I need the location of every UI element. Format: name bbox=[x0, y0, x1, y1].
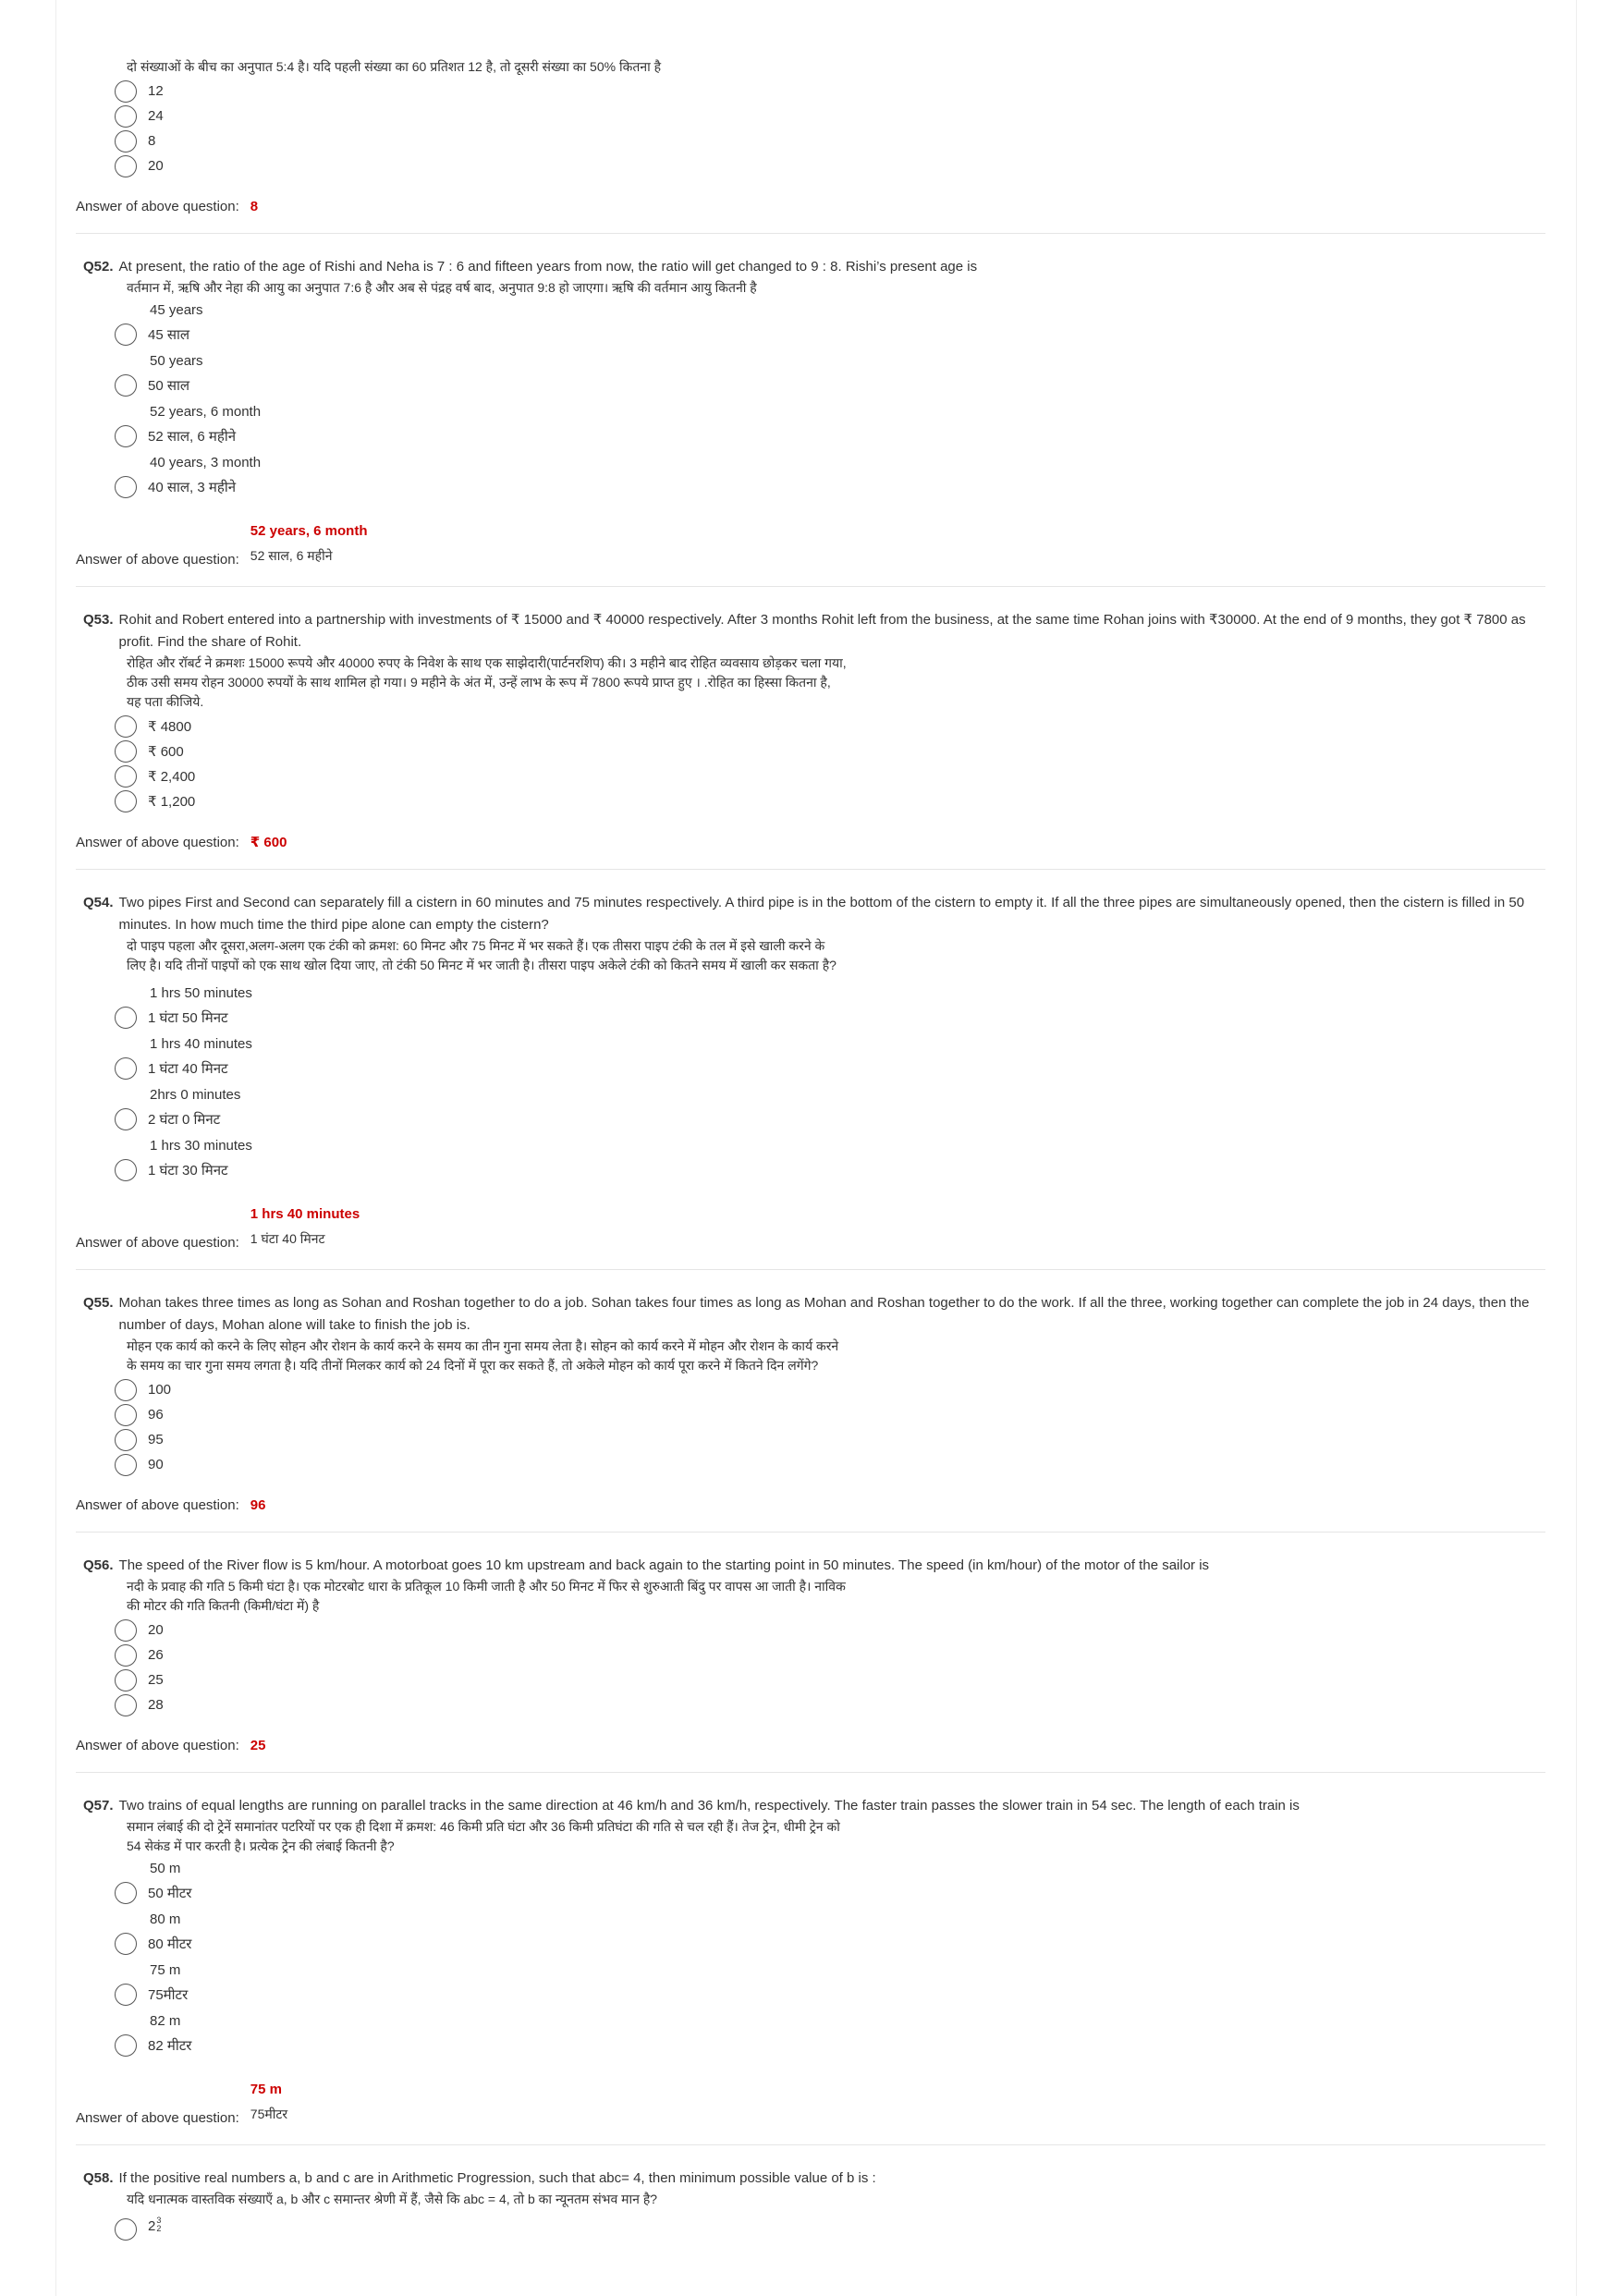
option-label: 90 bbox=[148, 1457, 164, 1472]
question-number: Q57. bbox=[83, 1798, 114, 1814]
option-4[interactable] bbox=[115, 1692, 1545, 1717]
question-number: Q56. bbox=[83, 1557, 114, 1573]
option-4[interactable] bbox=[115, 452, 1545, 499]
answer-label: Answer of above question: bbox=[76, 1497, 239, 1513]
option-label: ₹ 2,400 bbox=[148, 768, 196, 785]
question-hindi: समान लंबाई की दो ट्रेनें समानांतर पटरियों पर एक ही दिशा में क्रमश: 46 किमी प्रति घंटा और 36 किमी प्रतिघंटा की गति से चल रही हैं। तेज ट्रेन, धीमी ट्रेन को 54 सेकंड में पार करती है। प्रत्येक ट्रेन की लंबाई कितनी है? bbox=[127, 1819, 840, 1853]
option-2[interactable] bbox=[115, 1909, 1545, 1956]
answer-value: 8 bbox=[250, 199, 259, 214]
option-3[interactable] bbox=[115, 1427, 1545, 1452]
option-1[interactable] bbox=[115, 1618, 1545, 1643]
option-3[interactable] bbox=[115, 763, 1545, 788]
question-number: Q58. bbox=[83, 2170, 114, 2186]
exponent-numerator: 3 bbox=[156, 2215, 162, 2225]
option-label: 28 bbox=[148, 1697, 164, 1713]
option-label-en: 1 hrs 30 minutes bbox=[150, 1138, 252, 1154]
answer-row bbox=[76, 1738, 1545, 1753]
radio-button[interactable] bbox=[115, 715, 137, 738]
radio-button[interactable] bbox=[115, 1619, 137, 1642]
option-label-en: 40 years, 3 month bbox=[150, 455, 262, 470]
option-1[interactable] bbox=[115, 1858, 1545, 1905]
answer-value-en: 52 years, 6 month bbox=[250, 523, 368, 539]
radio-button[interactable] bbox=[115, 1108, 137, 1130]
option-label-math bbox=[148, 2215, 162, 2241]
option-label-en: 1 hrs 50 minutes bbox=[150, 985, 252, 1001]
answer-value-hi: 52 साल, 6 महीने bbox=[250, 548, 333, 563]
option-3[interactable] bbox=[115, 1960, 1545, 2007]
answer-label: Answer of above question: bbox=[76, 2110, 239, 2126]
radio-button[interactable] bbox=[115, 1644, 137, 1667]
question-english: If the positive real numbers a, b and c are in Arithmetic Progression, such that abc= 4, then minimum possible value of b is : bbox=[118, 2170, 876, 2186]
exponent-denominator: 2 bbox=[156, 2223, 162, 2233]
option-label-en: 1 hrs 40 minutes bbox=[150, 1036, 252, 1052]
question-english: Mohan takes three times as long as Sohan and Roshan together to do a job. Sohan takes four times as long as Mohan and Roshan together to do the work. If all the three, working together can complete the job in 24 days, then the number of days, Mohan alone will take to finish the job is. bbox=[118, 1295, 1530, 1333]
answer-row bbox=[76, 519, 1545, 568]
divider bbox=[76, 1532, 1545, 1533]
divider bbox=[76, 2144, 1545, 2145]
option-label-en: 52 years, 6 month bbox=[150, 404, 262, 420]
answer-label: Answer of above question: bbox=[76, 1235, 239, 1251]
question-hindi: रोहित और रॉबर्ट ने क्रमशः 15000 रूपये और 40000 रुपए के निवेश के साथ एक साझेदारी(पार्टनरशिप) की। 3 महीने बाद रोहित व्यवसाय छोड़कर चला गया, ठीक उसी समय रोहन 30000 रुपयों के साथ शामिल हो गया। 9 महीने के अंत में, उन्हें लाभ के रूप में 7800 रूपये प्राप्त हुए । .रोहित का हिस्सा कितना है, यह पता कीजिये. bbox=[127, 655, 847, 709]
option-label-hi: 40 साल, 3 महीने bbox=[148, 479, 237, 495]
radio-button[interactable] bbox=[115, 476, 137, 498]
question-hindi: यदि धनात्मक वास्तविक संख्याएँ a, b और c समान्तर श्रेणी में हैं, जैसे कि abc = 4, तो b का न्यूनतम संभव मान है? bbox=[127, 2192, 658, 2206]
radio-button[interactable] bbox=[115, 425, 137, 447]
option-label: 25 bbox=[148, 1672, 164, 1688]
option-label: 100 bbox=[148, 1382, 172, 1398]
radio-button[interactable] bbox=[115, 1882, 137, 1904]
question-hindi: वर्तमान में, ऋषि और नेहा की आयु का अनुपात 7:6 है और अब से पंद्रह वर्ष बाद, अनुपात 9:8 हो जाएगा। ऋषि की वर्तमान आयु कितनी है bbox=[127, 280, 757, 295]
option-exponent-fraction bbox=[156, 2217, 161, 2233]
option-label-hi: 82 मीटर bbox=[148, 2037, 192, 2054]
option-label-en: 82 m bbox=[150, 2013, 181, 2029]
radio-button[interactable] bbox=[115, 790, 137, 812]
question-hindi: दो संख्याओं के बीच का अनुपात 5:4 है। यदि पहली संख्या का 60 प्रतिशत 12 है, तो दूसरी संख्या का 50% कितना है bbox=[127, 59, 662, 74]
option-label-hi: 45 साल bbox=[148, 326, 190, 343]
option-1[interactable] bbox=[115, 983, 1545, 1030]
answer-value: 96 bbox=[250, 1497, 266, 1513]
question-hindi: मोहन एक कार्य को करने के लिए सोहन और रोशन के कार्य करने के समय का तीन गुना समय लेता है। सोहन को कार्य करने में मोहन और रोशन के कार्य करने के समय का चार गुना समय लगता है। यदि तीनों मिलकर कार्य को 24 दिनों में पूरा कर सकते हैं, तो अकेले मोहन को कार्य पूरा करने में कितने दिन लगेंगे? bbox=[127, 1338, 839, 1373]
option-label-en: 50 years bbox=[150, 353, 203, 369]
answer-value: ₹ 600 bbox=[250, 835, 287, 850]
question-number: Q52. bbox=[83, 259, 114, 275]
option-1[interactable] bbox=[115, 714, 1545, 739]
option-label-en: 2hrs 0 minutes bbox=[150, 1087, 241, 1103]
option-label-hi: 50 साल bbox=[148, 377, 190, 394]
option-label-hi: 75मीटर bbox=[148, 1986, 189, 2003]
option-label-hi: 50 मीटर bbox=[148, 1885, 192, 1901]
option-1[interactable] bbox=[115, 1377, 1545, 1402]
options bbox=[115, 983, 1545, 1182]
question-hindi: दो पाइप पहला और दूसरा,अलग-अलग एक टंकी को क्रमश: 60 मिनट और 75 मिनट में भर सकते हैं। एक तीसरा पाइप टंकी के तल में इसे खाली करने के लिए है। यदि तीनों पाइपों को एक साथ खोल दिया जाए, तो टंकी 50 मिनट में भर जाती है। तीसरा पाइप अकेले टंकी को कितने समय में खाली कर सकता है? bbox=[127, 938, 836, 972]
option-2[interactable] bbox=[115, 104, 1545, 128]
question-list bbox=[76, 57, 1545, 2241]
option-label: ₹ 600 bbox=[148, 743, 184, 760]
option-4[interactable] bbox=[115, 788, 1545, 813]
option-2[interactable] bbox=[115, 1033, 1545, 1081]
options bbox=[115, 1377, 1545, 1477]
option-label-hi: 1 घंटा 30 मिनट bbox=[148, 1162, 228, 1179]
options bbox=[115, 1618, 1545, 1717]
radio-button[interactable] bbox=[115, 1057, 137, 1080]
radio-button[interactable] bbox=[115, 324, 137, 346]
question-english: Rohit and Robert entered into a partnership with investments of ₹ 15000 and ₹ 40000 respectively. After 3 months Rohit left from the business, at the same time Rohan joins with ₹30000. At the end of 9 months, they got ₹ 7800 as profit. Find the share of Rohit. bbox=[118, 612, 1526, 650]
option-1[interactable] bbox=[115, 2217, 1545, 2241]
radio-button[interactable] bbox=[115, 374, 137, 397]
option-2[interactable] bbox=[115, 1643, 1545, 1667]
option-label-hi: 52 साल, 6 महीने bbox=[148, 428, 237, 445]
divider bbox=[76, 1269, 1545, 1270]
option-4[interactable] bbox=[115, 2010, 1545, 2058]
divider bbox=[76, 1772, 1545, 1773]
question-english: Two trains of equal lengths are running on parallel tracks in the same direction at 46 km/h and 36 km/h, respectively. The faster train passes the slower train in 54 sec. The length of each train is bbox=[118, 1798, 1300, 1814]
option-label: 24 bbox=[148, 108, 164, 124]
options bbox=[115, 299, 1545, 499]
options bbox=[115, 79, 1545, 178]
answer-value-en: 1 hrs 40 minutes bbox=[250, 1206, 360, 1222]
option-label: 20 bbox=[148, 1622, 164, 1638]
option-label-hi: 1 घंटा 50 मिनट bbox=[148, 1009, 228, 1026]
radio-button[interactable] bbox=[115, 1694, 137, 1716]
answer-row bbox=[76, 834, 1545, 850]
radio-button[interactable] bbox=[115, 130, 137, 153]
radio-button[interactable] bbox=[115, 1159, 137, 1181]
radio-button[interactable] bbox=[115, 740, 137, 763]
radio-button[interactable] bbox=[115, 2034, 137, 2057]
divider bbox=[76, 869, 1545, 870]
question-54 bbox=[76, 892, 1545, 1251]
answer-value: 25 bbox=[250, 1738, 266, 1753]
question-number: Q54. bbox=[83, 895, 114, 910]
option-base: 2 bbox=[148, 2217, 156, 2234]
radio-button[interactable] bbox=[115, 80, 137, 103]
radio-button[interactable] bbox=[115, 1933, 137, 1955]
answer-label: Answer of above question: bbox=[76, 1738, 239, 1753]
option-label: ₹ 1,200 bbox=[148, 793, 196, 810]
option-label: 95 bbox=[148, 1432, 164, 1447]
option-label-en: 80 m bbox=[150, 1911, 181, 1927]
option-label: 12 bbox=[148, 83, 164, 99]
divider bbox=[76, 233, 1545, 234]
option-1[interactable] bbox=[115, 79, 1545, 104]
option-4[interactable] bbox=[115, 1135, 1545, 1182]
question-53 bbox=[76, 609, 1545, 850]
options bbox=[115, 1858, 1545, 2058]
question-55 bbox=[76, 1292, 1545, 1513]
radio-button[interactable] bbox=[115, 105, 137, 128]
answer-row bbox=[76, 1203, 1545, 1251]
question-hindi: नदी के प्रवाह की गति 5 किमी घंटा है। एक मोटरबोट धारा के प्रतिकूल 10 किमी जाती है और 50 मिनट में फिर से शुरुआती बिंदु पर वापस आ जाती है। नाविक की मोटर की गति कितनी (किमी/घंटा में) है bbox=[127, 1579, 846, 1613]
answer-label: Answer of above question: bbox=[76, 552, 239, 568]
question-56 bbox=[76, 1555, 1545, 1753]
radio-button[interactable] bbox=[115, 1404, 137, 1426]
option-label-hi: 2 घंटा 0 मिनट bbox=[148, 1111, 221, 1128]
radio-button[interactable] bbox=[115, 2218, 137, 2241]
answer-value-hi: 75मीटर bbox=[250, 2107, 288, 2121]
option-label: 8 bbox=[148, 133, 156, 149]
answer-row bbox=[76, 199, 1545, 214]
question-english: The speed of the River flow is 5 km/hour. A motorboat goes 10 km upstream and back again to the starting point in 50 minutes. The speed (in km/hour) of the motor of the sailor is bbox=[118, 1557, 1210, 1573]
radio-button[interactable] bbox=[115, 155, 137, 177]
question-58 bbox=[76, 2168, 1545, 2241]
question-52 bbox=[76, 256, 1545, 568]
options bbox=[115, 714, 1545, 813]
option-label-hi: 80 मीटर bbox=[148, 1936, 192, 1952]
answer-label: Answer of above question: bbox=[76, 199, 239, 214]
question-number: Q53. bbox=[83, 612, 114, 628]
option-label: 20 bbox=[148, 158, 164, 174]
option-3[interactable] bbox=[115, 401, 1545, 448]
option-1[interactable] bbox=[115, 299, 1545, 347]
question-number: Q55. bbox=[83, 1295, 114, 1311]
question-51 bbox=[76, 57, 1545, 214]
options bbox=[115, 2217, 1545, 2241]
option-label: ₹ 4800 bbox=[148, 718, 192, 735]
answer-value-hi: 1 घंटा 40 मिनट bbox=[250, 1231, 325, 1246]
option-label-en: 45 years bbox=[150, 302, 203, 318]
radio-button[interactable] bbox=[115, 1454, 137, 1476]
option-2[interactable] bbox=[115, 350, 1545, 397]
option-2[interactable] bbox=[115, 1402, 1545, 1427]
answer-row bbox=[76, 1497, 1545, 1513]
option-4[interactable] bbox=[115, 1452, 1545, 1477]
option-label-en: 50 m bbox=[150, 1861, 181, 1876]
answer-row bbox=[76, 2078, 1545, 2126]
answer-value-en: 75 m bbox=[250, 2082, 282, 2097]
radio-button[interactable] bbox=[115, 1007, 137, 1029]
option-label-hi: 1 घंटा 40 मिनट bbox=[148, 1060, 228, 1077]
radio-button[interactable] bbox=[115, 1984, 137, 2006]
question-57 bbox=[76, 1795, 1545, 2126]
option-label-en: 75 m bbox=[150, 1962, 181, 1978]
divider bbox=[76, 586, 1545, 587]
option-4[interactable] bbox=[115, 153, 1545, 178]
option-3[interactable] bbox=[115, 1667, 1545, 1692]
question-english: Two pipes First and Second can separately fill a cistern in 60 minutes and 75 minutes respectively. A third pipe is in the bottom of the cistern to empty it. If all the three pipes are simultaneously opened, then the cistern is filled in 50 minutes. In how much time the third pipe alone can empty the cistern? bbox=[118, 895, 1525, 933]
question-english: At present, the ratio of the age of Rishi and Neha is 7 : 6 and fifteen years from now, the ratio will get changed to 9 : 8. Rishi’s present age is bbox=[118, 259, 978, 275]
option-3[interactable] bbox=[115, 1084, 1545, 1131]
option-label: 26 bbox=[148, 1647, 164, 1663]
option-3[interactable] bbox=[115, 128, 1545, 153]
option-label: 96 bbox=[148, 1407, 164, 1423]
radio-button[interactable] bbox=[115, 1669, 137, 1691]
radio-button[interactable] bbox=[115, 1429, 137, 1451]
answer-label: Answer of above question: bbox=[76, 835, 239, 850]
radio-button[interactable] bbox=[115, 1379, 137, 1401]
option-2[interactable] bbox=[115, 739, 1545, 763]
radio-button[interactable] bbox=[115, 765, 137, 788]
